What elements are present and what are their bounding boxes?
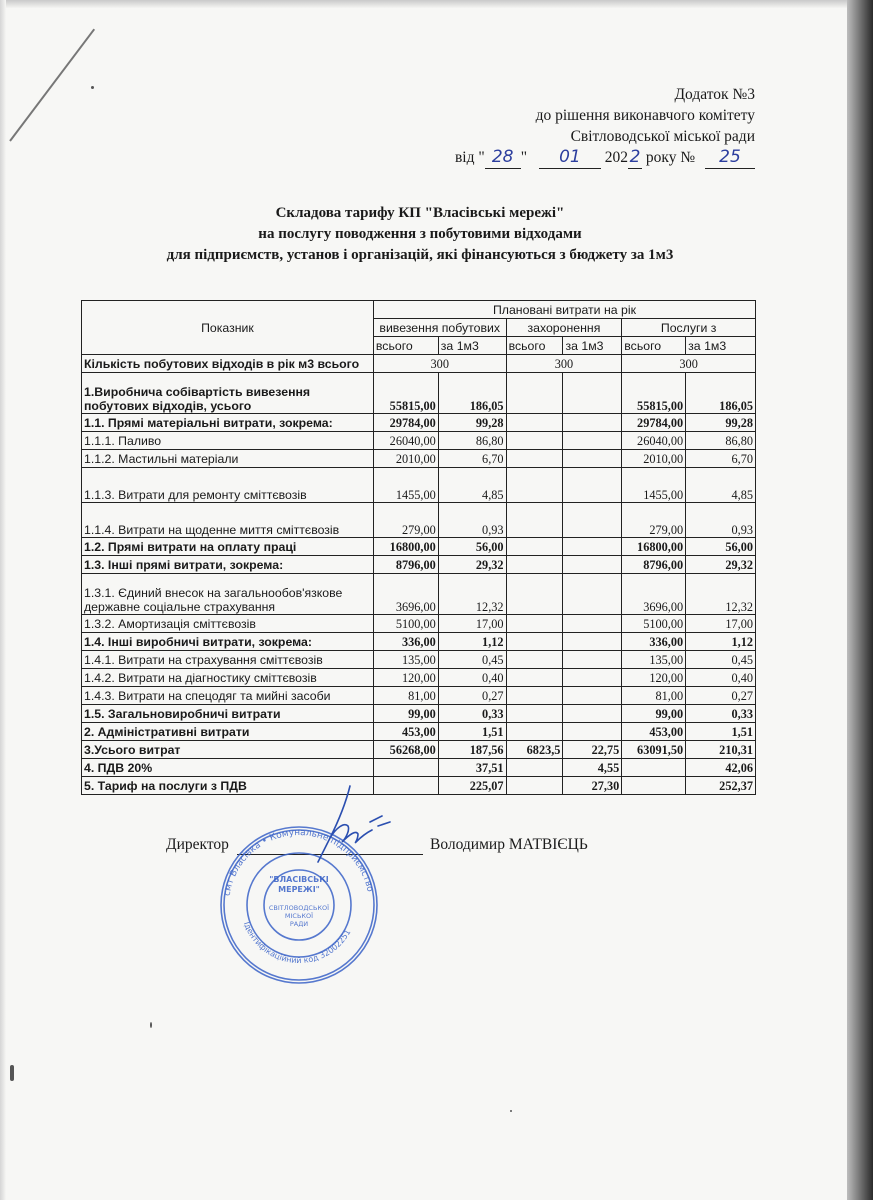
header-services: Послуги з xyxy=(622,319,756,337)
row-value: 0,45 xyxy=(686,651,756,669)
sub-per-3: за 1м3 xyxy=(686,337,756,355)
sub-total-1: всього xyxy=(373,337,438,355)
row-label: 2. Адміністративні витрати xyxy=(82,723,374,741)
row-value: 99,00 xyxy=(622,705,686,723)
sub-total-3: всього xyxy=(622,337,686,355)
row-value: 56,00 xyxy=(438,538,506,556)
title-line-3: для підприємств, установ і організацій, які фінансуються з бюджету за 1м3 xyxy=(166,247,674,263)
row-value: 4,55 xyxy=(563,759,622,777)
scan-edge-top xyxy=(0,0,873,8)
row-value xyxy=(506,633,563,651)
appendix-decision: до рішення виконавчого комітету xyxy=(535,107,755,124)
row-value xyxy=(563,574,622,615)
row-value: 22,75 xyxy=(563,741,622,759)
row-value: 17,00 xyxy=(686,615,756,633)
row-value: 336,00 xyxy=(622,633,686,651)
row-value: 99,28 xyxy=(438,414,506,432)
row-value: 29,32 xyxy=(686,556,756,574)
appendix-council: Світловодської міської ради xyxy=(570,128,755,145)
table-row xyxy=(82,651,756,669)
row-value: 336,00 xyxy=(373,633,438,651)
stamp-ring-text: смт Власівка • Комунальне підприємство xyxy=(222,827,375,897)
row-value: 0,45 xyxy=(438,651,506,669)
row-value: 1,12 xyxy=(686,633,756,651)
row-value xyxy=(563,633,622,651)
row-value: 0,40 xyxy=(686,669,756,687)
sub-total-2: всього xyxy=(506,337,563,355)
row-label: 1.Виробнича собівартість вивезення побутових відходів, усього xyxy=(82,373,374,414)
row-label: 5. Тариф на послуги з ПДВ xyxy=(82,777,374,795)
date-year-prefix: 202 xyxy=(604,149,629,166)
row-value: 1455,00 xyxy=(622,468,686,503)
row-value: 3696,00 xyxy=(373,574,438,615)
row-value xyxy=(563,723,622,741)
director-signature xyxy=(292,782,402,872)
row-value xyxy=(563,651,622,669)
row-value: 99,00 xyxy=(373,705,438,723)
row-label: 1.4.1. Витрати на страхування сміттєвозів xyxy=(82,651,374,669)
row-value: 453,00 xyxy=(622,723,686,741)
row-value xyxy=(563,432,622,450)
row-value: 279,00 xyxy=(622,503,686,538)
scan-edge-left xyxy=(0,0,6,1200)
table-row xyxy=(82,723,756,741)
row-value: 187,56 xyxy=(438,741,506,759)
row-value xyxy=(506,503,563,538)
row-label: 1.4.3. Витрати на спецодяг та мийні засоби xyxy=(82,687,374,705)
row-value: 17,00 xyxy=(438,615,506,633)
row-value xyxy=(506,556,563,574)
scan-speck xyxy=(510,1110,512,1112)
row-value xyxy=(563,450,622,468)
row-value xyxy=(506,777,563,795)
quantity-collection: 300 xyxy=(373,355,506,373)
row-value: 56,00 xyxy=(686,538,756,556)
row-value: 186,05 xyxy=(438,373,506,414)
row-value: 0,27 xyxy=(438,687,506,705)
row-value: 0,40 xyxy=(438,669,506,687)
row-value: 27,30 xyxy=(563,777,622,795)
row-value: 63091,50 xyxy=(622,741,686,759)
row-value xyxy=(506,373,563,414)
row-value: 29784,00 xyxy=(373,414,438,432)
row-label: 1.1.2. Мастильні матеріали xyxy=(82,450,374,468)
table-row xyxy=(82,556,756,574)
row-value xyxy=(373,759,438,777)
table-row xyxy=(82,503,756,538)
row-value: 279,00 xyxy=(373,503,438,538)
row-value: 0,27 xyxy=(686,687,756,705)
row-value: 29784,00 xyxy=(622,414,686,432)
table-row xyxy=(82,633,756,651)
decision-number-field xyxy=(705,147,755,169)
appendix-header xyxy=(455,84,755,169)
scan-fold-line xyxy=(9,29,95,142)
decision-number: 25 xyxy=(719,147,741,167)
sub-per-1: за 1м3 xyxy=(438,337,506,355)
row-value xyxy=(563,503,622,538)
row-value: 0,33 xyxy=(438,705,506,723)
row-value: 55815,00 xyxy=(622,373,686,414)
row-value xyxy=(506,414,563,432)
date-year-field xyxy=(628,147,642,169)
row-value xyxy=(506,687,563,705)
director-name: Володимир МАТВІЄЦЬ xyxy=(430,836,588,853)
row-value: 5100,00 xyxy=(622,615,686,633)
date-month-field xyxy=(539,147,601,169)
row-value: 86,80 xyxy=(438,432,506,450)
row-value xyxy=(506,432,563,450)
header-indicator: Показник xyxy=(82,301,374,355)
title-line-1: Складова тарифу КП "Власівські мережі" xyxy=(275,205,565,221)
table-row xyxy=(82,450,756,468)
date-day-field xyxy=(485,147,521,169)
row-value: 1,51 xyxy=(438,723,506,741)
date-prefix: від " xyxy=(454,149,485,166)
stamp-council-3: РАДИ xyxy=(289,920,309,928)
director-title: Директор xyxy=(166,836,229,853)
row-label: 1.4.2. Витрати на діагностику сміттєвозів xyxy=(82,669,374,687)
scan-speck xyxy=(91,86,94,89)
row-value xyxy=(622,759,686,777)
date-day: 28 xyxy=(491,147,514,167)
quantity-row xyxy=(82,355,756,373)
row-value: 186,05 xyxy=(686,373,756,414)
row-value: 120,00 xyxy=(622,669,686,687)
row-value: 16800,00 xyxy=(622,538,686,556)
quantity-label: Кількість побутових відходів в рік м3 всього xyxy=(82,355,374,373)
table-row xyxy=(82,687,756,705)
table-row xyxy=(82,574,756,615)
table-row xyxy=(82,777,756,795)
row-value xyxy=(506,538,563,556)
row-value: 453,00 xyxy=(373,723,438,741)
row-value: 6,70 xyxy=(686,450,756,468)
row-value xyxy=(563,468,622,503)
row-value xyxy=(506,615,563,633)
row-value: 0,93 xyxy=(686,503,756,538)
row-value: 225,07 xyxy=(438,777,506,795)
row-value xyxy=(563,705,622,723)
row-value xyxy=(563,414,622,432)
row-label: 1.2. Прямі витрати на оплату праці xyxy=(82,538,374,556)
title-line-2: на послугу поводження з побутовими відходами xyxy=(258,226,582,242)
row-value xyxy=(563,615,622,633)
row-label: 4. ПДВ 20% xyxy=(82,759,374,777)
table-row xyxy=(82,414,756,432)
row-value xyxy=(506,669,563,687)
row-label: 1.1.3. Витрати для ремонту сміттєвозів xyxy=(82,468,374,503)
header-burial: захоронення xyxy=(506,319,622,337)
table-row xyxy=(82,705,756,723)
row-label: 1.4. Інші виробничі витрати, зокрема: xyxy=(82,633,374,651)
row-value: 86,80 xyxy=(686,432,756,450)
row-value xyxy=(563,687,622,705)
table-row xyxy=(82,759,756,777)
row-value xyxy=(506,651,563,669)
row-value: 1455,00 xyxy=(373,468,438,503)
scan-speck xyxy=(10,1065,14,1081)
appendix-date-line xyxy=(455,147,755,169)
row-value: 56268,00 xyxy=(373,741,438,759)
row-value: 81,00 xyxy=(622,687,686,705)
row-value: 16800,00 xyxy=(373,538,438,556)
table-row xyxy=(82,615,756,633)
row-value: 1,51 xyxy=(686,723,756,741)
row-value: 55815,00 xyxy=(373,373,438,414)
row-value: 2010,00 xyxy=(373,450,438,468)
row-value xyxy=(563,669,622,687)
date-year-suffix: року № xyxy=(642,149,696,166)
row-value: 1,12 xyxy=(438,633,506,651)
row-value: 0,33 xyxy=(686,705,756,723)
table-row xyxy=(82,741,756,759)
row-value: 6,70 xyxy=(438,450,506,468)
row-value: 6823,5 xyxy=(506,741,563,759)
scan-edge-right xyxy=(847,0,873,1200)
row-value: 135,00 xyxy=(622,651,686,669)
row-value: 37,51 xyxy=(438,759,506,777)
row-value: 210,31 xyxy=(686,741,756,759)
row-value: 8796,00 xyxy=(373,556,438,574)
row-value xyxy=(563,373,622,414)
row-label: 1.1.1. Паливо xyxy=(82,432,374,450)
row-label: 1.1. Прямі матеріальні витрати, зокрема: xyxy=(82,414,374,432)
appendix-number: Додаток №3 xyxy=(674,86,755,103)
row-value: 8796,00 xyxy=(622,556,686,574)
row-value: 42,06 xyxy=(686,759,756,777)
stamp-council-1: СВІТЛОВОДСЬКОЇ xyxy=(268,904,330,912)
stamp-code-text: Ідентифікаційний код 32002251 xyxy=(241,920,353,966)
row-value xyxy=(563,556,622,574)
row-value: 29,32 xyxy=(438,556,506,574)
row-label: 1.3. Інші прямі витрати, зокрема: xyxy=(82,556,374,574)
row-label: 1.3.1. Єдиний внесок на загальнообов'язкове державне соціальне страхування xyxy=(82,574,374,615)
stamp-name-1: "ВЛАСІВСЬКІ xyxy=(269,875,329,884)
row-value: 12,32 xyxy=(686,574,756,615)
table-row xyxy=(82,373,756,414)
table-row xyxy=(82,432,756,450)
row-label: 3.Усього витрат xyxy=(82,741,374,759)
row-label: 1.5. Загальновиробничі витрати xyxy=(82,705,374,723)
row-value: 120,00 xyxy=(373,669,438,687)
stamp-council-2: МІСЬКОЇ xyxy=(284,912,314,920)
row-value: 5100,00 xyxy=(373,615,438,633)
sub-per-2: за 1м3 xyxy=(563,337,622,355)
document-title xyxy=(80,203,760,266)
quantity-burial: 300 xyxy=(506,355,622,373)
row-label: 1.3.2. Амортизація сміттєвозів xyxy=(82,615,374,633)
header-planned: Плановані витрати на рік xyxy=(373,301,755,319)
row-value xyxy=(622,777,686,795)
row-value xyxy=(506,574,563,615)
table-row xyxy=(82,468,756,503)
stamp-name-2: МЕРЕЖІ" xyxy=(278,885,320,894)
row-value xyxy=(506,723,563,741)
date-quote: " xyxy=(520,149,528,166)
row-label: 1.1.4. Витрати на щоденне миття сміттєвозів xyxy=(82,503,374,538)
row-value: 81,00 xyxy=(373,687,438,705)
scan-speck xyxy=(150,1022,152,1028)
row-value: 0,93 xyxy=(438,503,506,538)
row-value: 2010,00 xyxy=(622,450,686,468)
row-value: 26040,00 xyxy=(373,432,438,450)
row-value xyxy=(506,759,563,777)
row-value: 12,32 xyxy=(438,574,506,615)
header-collection: вивезення побутових xyxy=(373,319,506,337)
row-value: 3696,00 xyxy=(622,574,686,615)
row-value: 26040,00 xyxy=(622,432,686,450)
row-value: 252,37 xyxy=(686,777,756,795)
table-row xyxy=(82,669,756,687)
row-value: 4,85 xyxy=(686,468,756,503)
quantity-services: 300 xyxy=(622,355,756,373)
row-value xyxy=(563,538,622,556)
date-month: 01 xyxy=(559,147,581,167)
row-value xyxy=(506,450,563,468)
row-value xyxy=(506,705,563,723)
tariff-table xyxy=(81,300,756,795)
table-row xyxy=(82,538,756,556)
row-value xyxy=(506,468,563,503)
row-value: 99,28 xyxy=(686,414,756,432)
row-value: 4,85 xyxy=(438,468,506,503)
date-year-digit: 2 xyxy=(629,147,641,167)
row-value: 135,00 xyxy=(373,651,438,669)
